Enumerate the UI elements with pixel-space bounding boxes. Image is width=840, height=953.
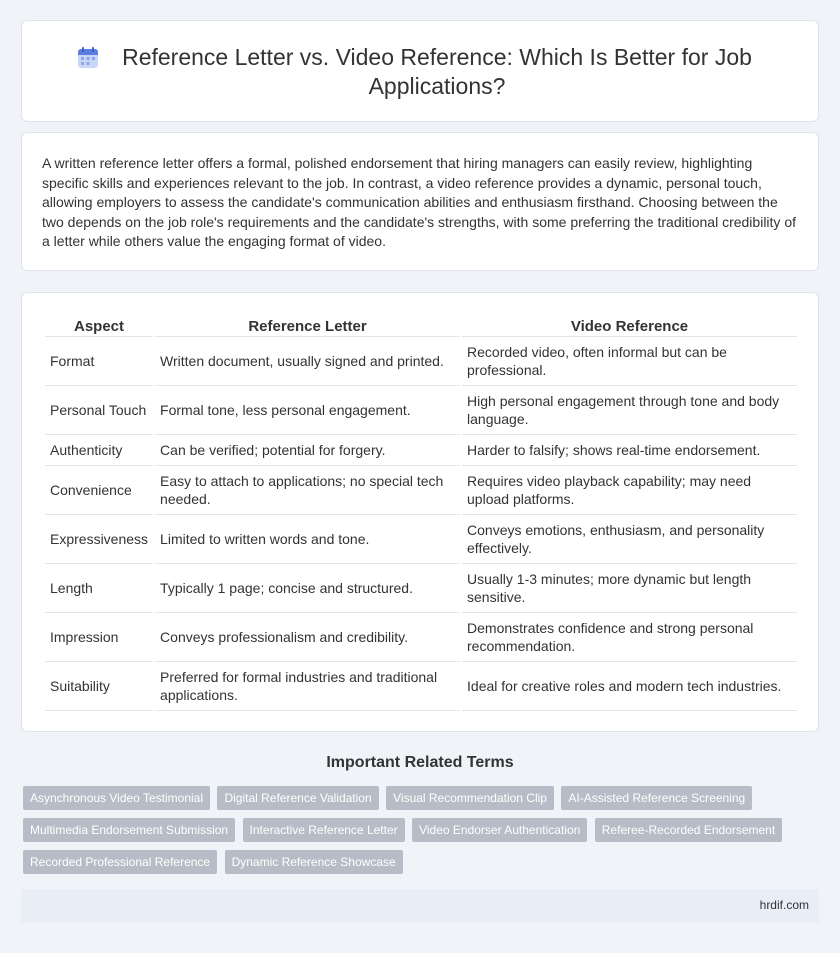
related-term-tag[interactable]: Dynamic Reference Showcase (225, 850, 403, 874)
header-aspect: Aspect (45, 315, 153, 337)
cell-aspect: Authenticity (45, 435, 153, 466)
related-term-tag[interactable]: Digital Reference Validation (217, 786, 378, 810)
related-term-tag[interactable]: AI-Assisted Reference Screening (561, 786, 752, 810)
related-term-tag[interactable]: Referee-Recorded Endorsement (595, 818, 782, 842)
comparison-card (21, 292, 819, 732)
related-terms-list (23, 786, 813, 882)
cell-letter: Typically 1 page; concise and structured. (155, 564, 460, 613)
footer-site[interactable]: hrdif.com (759, 898, 809, 912)
table-row (45, 515, 797, 564)
page-title: Reference Letter vs. Video Reference: Which Is Better for Job Applications? (122, 44, 752, 99)
cell-letter: Formal tone, less personal engagement. (155, 386, 460, 435)
cell-letter: Written document, usually signed and printed. (155, 337, 460, 386)
cell-aspect: Convenience (45, 466, 153, 515)
header-reference-letter: Reference Letter (155, 315, 460, 337)
cell-video: Usually 1-3 minutes; more dynamic but length sensitive. (462, 564, 797, 613)
table-row (45, 662, 797, 711)
intro-paragraph: A written reference letter offers a formal, polished endorsement that hiring managers can easily review, highlighting specific skills and experiences relevant to the job. In contrast, a video reference provides a dynamic, personal touch, allowing employers to assess the candidate's communication abilities and enthusiasm firsthand. Choosing between the two depends on the job role's requirements and the candidate's strengths, with some preferring the traditional credibility of a letter while others value the engaging format of video. (42, 155, 796, 250)
comparison-table (43, 315, 799, 711)
cell-video: Conveys emotions, enthusiasm, and personality effectively. (462, 515, 797, 564)
related-term-tag[interactable]: Asynchronous Video Testimonial (23, 786, 210, 810)
related-term-tag[interactable]: Interactive Reference Letter (243, 818, 405, 842)
related-term-tag[interactable]: Video Endorser Authentication (412, 818, 587, 842)
footer (21, 889, 819, 922)
table-row (45, 564, 797, 613)
cell-aspect: Suitability (45, 662, 153, 711)
related-terms-title: Important Related Terms (326, 754, 514, 771)
cell-video: Recorded video, often informal but can be professional. (462, 337, 797, 386)
related-term-tag[interactable]: Multimedia Endorsement Submission (23, 818, 235, 842)
cell-aspect: Length (45, 564, 153, 613)
table-row (45, 435, 797, 466)
cell-video: Requires video playback capability; may need upload platforms. (462, 466, 797, 515)
cell-video: High personal engagement through tone and body language. (462, 386, 797, 435)
cell-video: Harder to falsify; shows real-time endorsement. (462, 435, 797, 466)
table-header-row (45, 315, 797, 337)
cell-letter: Conveys professionalism and credibility. (155, 613, 460, 662)
cell-aspect: Expressiveness (45, 515, 153, 564)
cell-video: Demonstrates confidence and strong personal recommendation. (462, 613, 797, 662)
cell-letter: Limited to written words and tone. (155, 515, 460, 564)
table-row (45, 466, 797, 515)
cell-aspect: Personal Touch (45, 386, 153, 435)
header-video-reference: Video Reference (462, 315, 797, 337)
table-row (45, 337, 797, 386)
cell-letter: Preferred for formal industries and traditional applications. (155, 662, 460, 711)
cell-letter: Can be verified; potential for forgery. (155, 435, 460, 466)
cell-aspect: Format (45, 337, 153, 386)
table-row (45, 386, 797, 435)
cell-letter: Easy to attach to applications; no special tech needed. (155, 466, 460, 515)
table-row (45, 613, 797, 662)
related-term-tag[interactable]: Visual Recommendation Clip (386, 786, 554, 810)
title-card (21, 20, 819, 122)
cell-aspect: Impression (45, 613, 153, 662)
cell-video: Ideal for creative roles and modern tech industries. (462, 662, 797, 711)
related-term-tag[interactable]: Recorded Professional Reference (23, 850, 217, 874)
intro-card (21, 132, 819, 271)
